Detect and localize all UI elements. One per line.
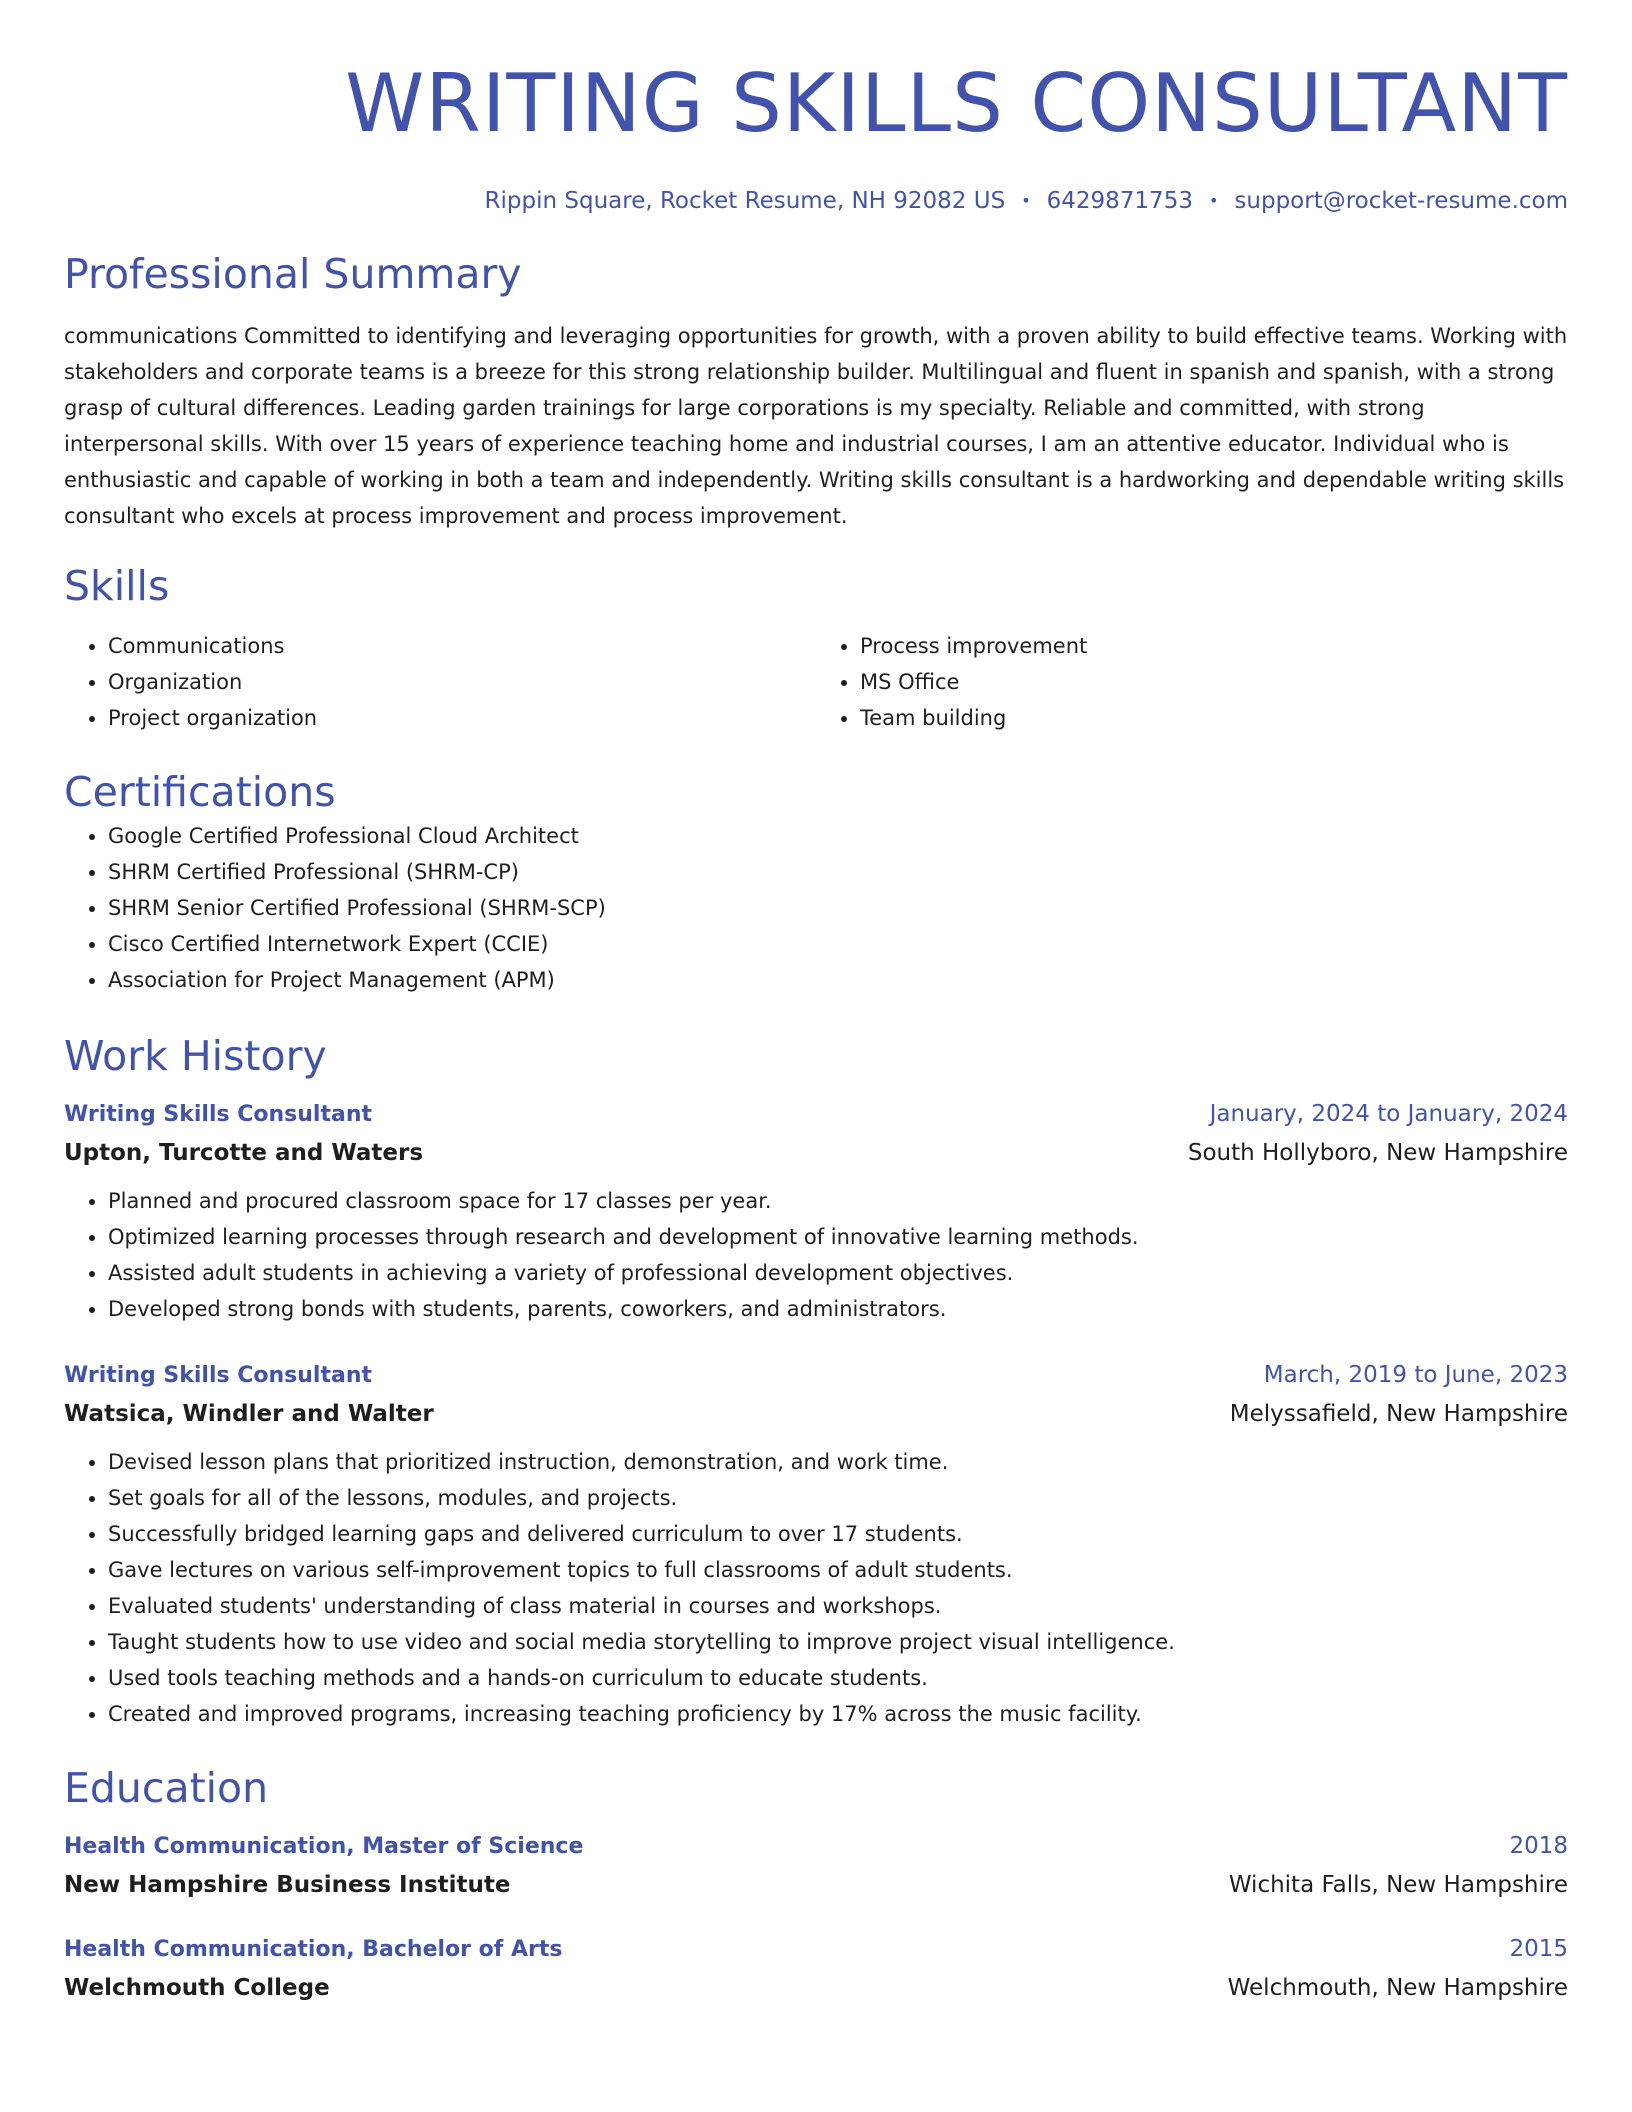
contact-separator: • xyxy=(1208,191,1219,210)
job-dates: March, 2019 to June, 2023 xyxy=(1263,1362,1568,1388)
education-location: Welchmouth, New Hampshire xyxy=(1227,1975,1568,2001)
contact-line xyxy=(64,186,1568,216)
skill-item: • MS Office xyxy=(860,664,1568,700)
contact-email: support@rocket-resume.com xyxy=(1234,188,1568,214)
job-bullet: • Optimized learning processes through research and development of innovative learning methods. xyxy=(108,1219,1568,1255)
education-degree: Health Communication, Bachelor of Arts xyxy=(64,1937,563,1962)
skill-item: • Project organization xyxy=(108,700,816,736)
contact-separator: • xyxy=(1021,191,1031,210)
job-bullet: • Assisted adult students in achieving a variety of professional development objectives. xyxy=(108,1255,1568,1291)
skills-heading: Skills xyxy=(64,562,170,610)
job-bullet: • Successfully bridged learning gaps and delivered curriculum to over 17 students. xyxy=(108,1516,1568,1552)
job-dates: January, 2024 to January, 2024 xyxy=(1209,1101,1568,1127)
certifications-list xyxy=(64,818,1568,998)
work-history-heading: Work History xyxy=(64,1032,327,1080)
certification-item: • SHRM Certified Professional (SHRM-CP) xyxy=(108,854,1568,890)
job-location: South Hollyboro, New Hampshire xyxy=(1187,1140,1568,1166)
skill-item: • Team building xyxy=(860,700,1568,736)
job-role: Writing Skills Consultant xyxy=(64,1363,373,1388)
education-school: Welchmouth College xyxy=(64,1975,330,2001)
job-location: Melyssafield, New Hampshire xyxy=(1229,1401,1568,1427)
skill-item: • Organization xyxy=(108,664,816,700)
summary-text: communications Committed to identifying and leveraging opportunities for growth, with a proven ability to build effective teams. Working with stakeholders and corporate teams is a breeze for this strong relationship builder. Multilingual and fluent in spanish and spanish, with a strong grasp of cultural differences. Leading garden trainings for large corporations is my specialty. Reliable and committed, with strong interpersonal skills. With over 15 years of experience teaching home and industrial courses, I am an attentive educator. Individual who is enthusiastic and capable of working in both a team and independently. Writing skills consultant is a hardworking and dependable writing skills consultant who excels at process improvement and process improvement. xyxy=(64,324,1568,528)
education-year: 2015 xyxy=(1509,1936,1568,1962)
education-year: 2018 xyxy=(1509,1833,1568,1859)
job-bullet: • Planned and procured classroom space for 17 classes per year. xyxy=(108,1183,1568,1219)
job-bullet: • Taught students how to use video and social media storytelling to improve project visual intelligence. xyxy=(108,1624,1568,1660)
job-bullet: • Set goals for all of the lessons, modules, and projects. xyxy=(108,1480,1568,1516)
skill-item: • Communications xyxy=(108,628,816,664)
certification-item: • Cisco Certified Internetwork Expert (CCIE) xyxy=(108,926,1568,962)
job-role: Writing Skills Consultant xyxy=(64,1102,373,1127)
education-entry xyxy=(64,1931,1568,2008)
skills-list xyxy=(64,628,1568,736)
job-bullets xyxy=(64,1444,1568,1732)
job-company: Upton, Turcotte and Waters xyxy=(64,1140,424,1166)
education-location: Wichita Falls, New Hampshire xyxy=(1228,1872,1568,1898)
skill-item: • Process improvement xyxy=(860,628,1568,664)
job-entry xyxy=(64,1096,1568,1327)
job-company: Watsica, Windler and Walter xyxy=(64,1401,434,1427)
job-bullet: • Evaluated students' understanding of class material in courses and workshops. xyxy=(108,1588,1568,1624)
job-bullet: • Developed strong bonds with students, parents, coworkers, and administrators. xyxy=(108,1291,1568,1327)
education-degree: Health Communication, Master of Science xyxy=(64,1834,584,1859)
summary-heading: Professional Summary xyxy=(64,250,522,298)
education-school: New Hampshire Business Institute xyxy=(64,1872,511,1898)
certifications-heading: Certifications xyxy=(64,768,336,816)
job-bullet: • Created and improved programs, increasing teaching proficiency by 17% across the music facility. xyxy=(108,1696,1568,1732)
certification-item: • Google Certified Professional Cloud Architect xyxy=(108,818,1568,854)
skills-column-right xyxy=(816,628,1568,736)
skills-column-left xyxy=(64,628,816,736)
certification-item: • Association for Project Management (APM) xyxy=(108,962,1568,998)
job-bullet: • Devised lesson plans that prioritized instruction, demonstration, and work time. xyxy=(108,1444,1568,1480)
job-entry xyxy=(64,1357,1568,1732)
job-bullets xyxy=(64,1183,1568,1327)
contact-address: Rippin Square, Rocket Resume, NH 92082 US xyxy=(484,188,1006,214)
contact-phone: 6429871753 xyxy=(1046,188,1193,214)
education-heading: Education xyxy=(64,1764,269,1812)
education-entry xyxy=(64,1828,1568,1905)
resume-title: WRITING SKILLS CONSULTANT xyxy=(345,57,1568,150)
certification-item: • SHRM Senior Certified Professional (SHRM-SCP) xyxy=(108,890,1568,926)
job-bullet: • Gave lectures on various self-improvement topics to full classrooms of adult students. xyxy=(108,1552,1568,1588)
job-bullet: • Used tools teaching methods and a hands-on curriculum to educate students. xyxy=(108,1660,1568,1696)
